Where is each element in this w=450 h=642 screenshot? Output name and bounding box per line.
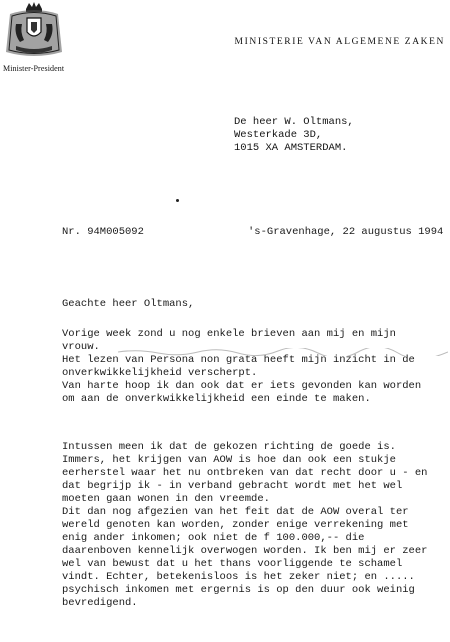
- text-line: onverkwikkelijkheid verscherpt.: [62, 367, 258, 379]
- text-line: wereld genoten kan worden, zonder enige verrekening met: [62, 519, 409, 531]
- text-line: moeten gaan wonen in den vreemde.: [62, 493, 270, 505]
- scan-noise-scribble: [118, 348, 448, 356]
- text-line: psychisch inkomen met ergernis is op den duur ook weinig: [62, 584, 415, 596]
- recipient-name: De heer W. Oltmans,: [234, 116, 354, 128]
- text-line: vindt. Echter, betekenisloos is het zeker niet; en .....: [62, 571, 415, 583]
- text-line: Het lezen van Persona non grata heeft mijn inzicht in de: [62, 354, 415, 366]
- salutation: Geachte heer Oltmans,: [62, 298, 195, 310]
- paragraph-1: [62, 328, 450, 406]
- fold-mark: [176, 199, 179, 202]
- text-line: dat begrijp ik - in verband gebracht wordt met het wel: [62, 480, 403, 492]
- ministry-name: MINISTERIE VAN ALGEMENE ZAKEN: [234, 37, 445, 47]
- text-line: daarenboven kennelijk overwogen worden. Ik ben mij er zeer: [62, 545, 428, 557]
- place-and-date: 's-Gravenhage, 22 augustus 1994: [248, 226, 444, 238]
- recipient-street: Westerkade 3D,: [234, 129, 323, 141]
- sender-title: Minister-President: [3, 64, 65, 73]
- recipient-address: [234, 116, 354, 155]
- text-line: bevredigend.: [62, 597, 138, 609]
- text-line: wel van bewust dat u het thans voorliggende te schamel: [62, 558, 403, 570]
- royal-coat-of-arms-icon: [2, 0, 66, 62]
- text-line: Van harte hoop ik dan ook dat er iets gevonden kan worden: [62, 380, 422, 392]
- text-line: vrouw.: [62, 341, 100, 353]
- text-line: eerherstel waar het nu ontbreken van dat recht door u - en: [62, 467, 428, 479]
- text-line: Vorige week zond u nog enkele brieven aan mij en mijn: [62, 328, 396, 340]
- text-line: enig ander inkomen; ook niet de f 100.000,-- die: [62, 532, 365, 544]
- text-line: Intussen meen ik dat de gekozen richting de goede is.: [62, 441, 396, 453]
- text-line: Immers, het krijgen van AOW is hoe dan ook een stukje: [62, 454, 396, 466]
- text-line: Dit dan nog afgezien van het feit dat de AOW overal ter: [62, 506, 409, 518]
- recipient-city: 1015 XA AMSTERDAM.: [234, 142, 348, 154]
- text-line: om aan de onverkwikkelijkheid een einde te maken.: [62, 393, 371, 405]
- paragraph-2: [62, 441, 450, 610]
- reference-number: Nr. 94M005092: [62, 226, 144, 238]
